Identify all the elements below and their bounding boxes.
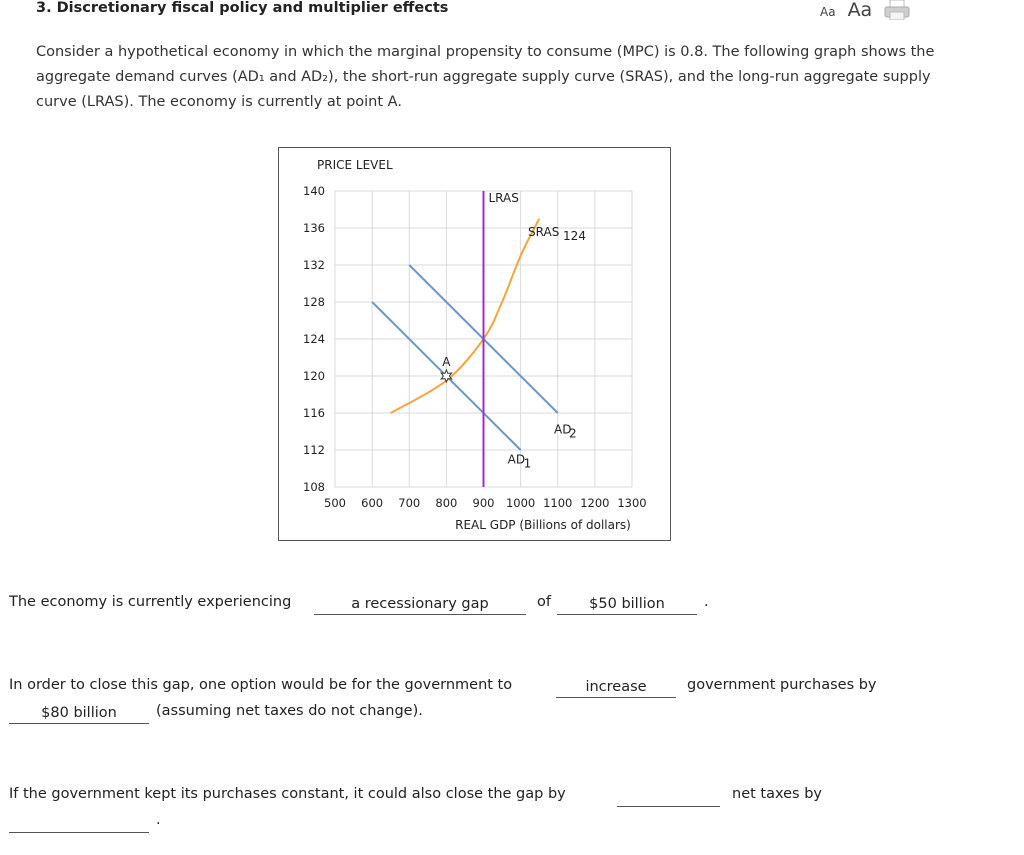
ad2-label: AD xyxy=(554,422,572,437)
x-tick-label: 700 xyxy=(398,496,421,510)
taxes-amount-dropdown[interactable] xyxy=(9,812,149,833)
ad1-label: AD xyxy=(507,452,526,467)
curve-labels xyxy=(489,191,586,470)
font-size-controls xyxy=(820,0,910,22)
y-tick-label: 136 xyxy=(303,221,325,235)
answer-line3-prefix: If the government kept its purchases constant, it could also close the gap by xyxy=(9,786,566,802)
y-axis-title: PRICE LEVEL xyxy=(317,158,393,172)
answer-line1-mid: of xyxy=(537,594,551,610)
question-title: 3. Discretionary fiscal policy and multiplier effects xyxy=(36,0,449,16)
font-increase-button[interactable]: Aa xyxy=(847,0,873,21)
x-tick-label: 800 xyxy=(435,496,458,510)
font-decrease-button[interactable]: Aa xyxy=(820,5,836,19)
sras-marker-label: 124 xyxy=(563,229,586,243)
gap-size-dropdown[interactable]: $50 billion xyxy=(557,594,697,615)
purchases-direction-dropdown[interactable]: increase xyxy=(556,677,676,698)
y-axis-ticks xyxy=(303,184,325,494)
x-tick-label: 1200 xyxy=(580,496,610,510)
y-tick-label: 120 xyxy=(303,369,325,383)
chart-svg xyxy=(279,148,672,542)
y-tick-label: 128 xyxy=(303,295,325,309)
sras-curve xyxy=(391,219,540,413)
question-intro: Consider a hypothetical economy in which the marginal propensity to consume (MPC) is 0.8. The following graph shows the aggregate demand curves (AD₁ and AD₂), the short-run aggregate supply curve (SRAS), and the long-run aggregate supply curve (LRAS). The economy is currently at point A. xyxy=(36,44,935,110)
x-axis-title: REAL GDP (Billions of dollars) xyxy=(455,518,631,532)
y-tick-label: 108 xyxy=(303,480,325,494)
x-tick-label: 600 xyxy=(361,496,384,510)
x-tick-label: 1000 xyxy=(505,496,536,510)
answer-line3-suffix: net taxes by xyxy=(732,786,822,802)
answer-line1-prefix: The economy is currently experiencing xyxy=(9,594,292,610)
print-icon[interactable] xyxy=(884,0,910,20)
gap-type-dropdown[interactable]: a recessionary gap xyxy=(314,594,526,615)
purchases-amount-dropdown[interactable]: $80 billion xyxy=(9,703,149,724)
x-tick-label: 1300 xyxy=(617,496,647,510)
x-tick-label: 1100 xyxy=(543,496,573,510)
answer-line2-suffix: government purchases by xyxy=(687,677,877,693)
answer-line3-end: . xyxy=(156,812,161,828)
answer-line2-end: (assuming net taxes do not change). xyxy=(156,703,423,719)
y-tick-label: 132 xyxy=(303,258,325,272)
lras-label: LRAS xyxy=(488,191,519,205)
answer-line1-end: . xyxy=(704,594,709,610)
y-tick-label: 140 xyxy=(303,184,325,198)
answer-line2-prefix: In order to close this gap, one option would be for the government to xyxy=(9,677,513,693)
sras-label: SRAS xyxy=(528,225,560,239)
ad-as-chart xyxy=(278,147,671,541)
point-a-label: A xyxy=(442,355,451,369)
ad1-label-sub: 1 xyxy=(523,456,532,471)
y-tick-label: 112 xyxy=(303,443,325,457)
y-tick-label: 124 xyxy=(303,332,325,346)
x-tick-label: 500 xyxy=(324,496,346,510)
ad2-label-sub: 2 xyxy=(569,426,577,441)
y-tick-label: 116 xyxy=(303,406,325,420)
taxes-direction-dropdown[interactable] xyxy=(617,786,720,807)
x-tick-label: 900 xyxy=(472,496,495,510)
x-axis-ticks xyxy=(324,496,647,510)
